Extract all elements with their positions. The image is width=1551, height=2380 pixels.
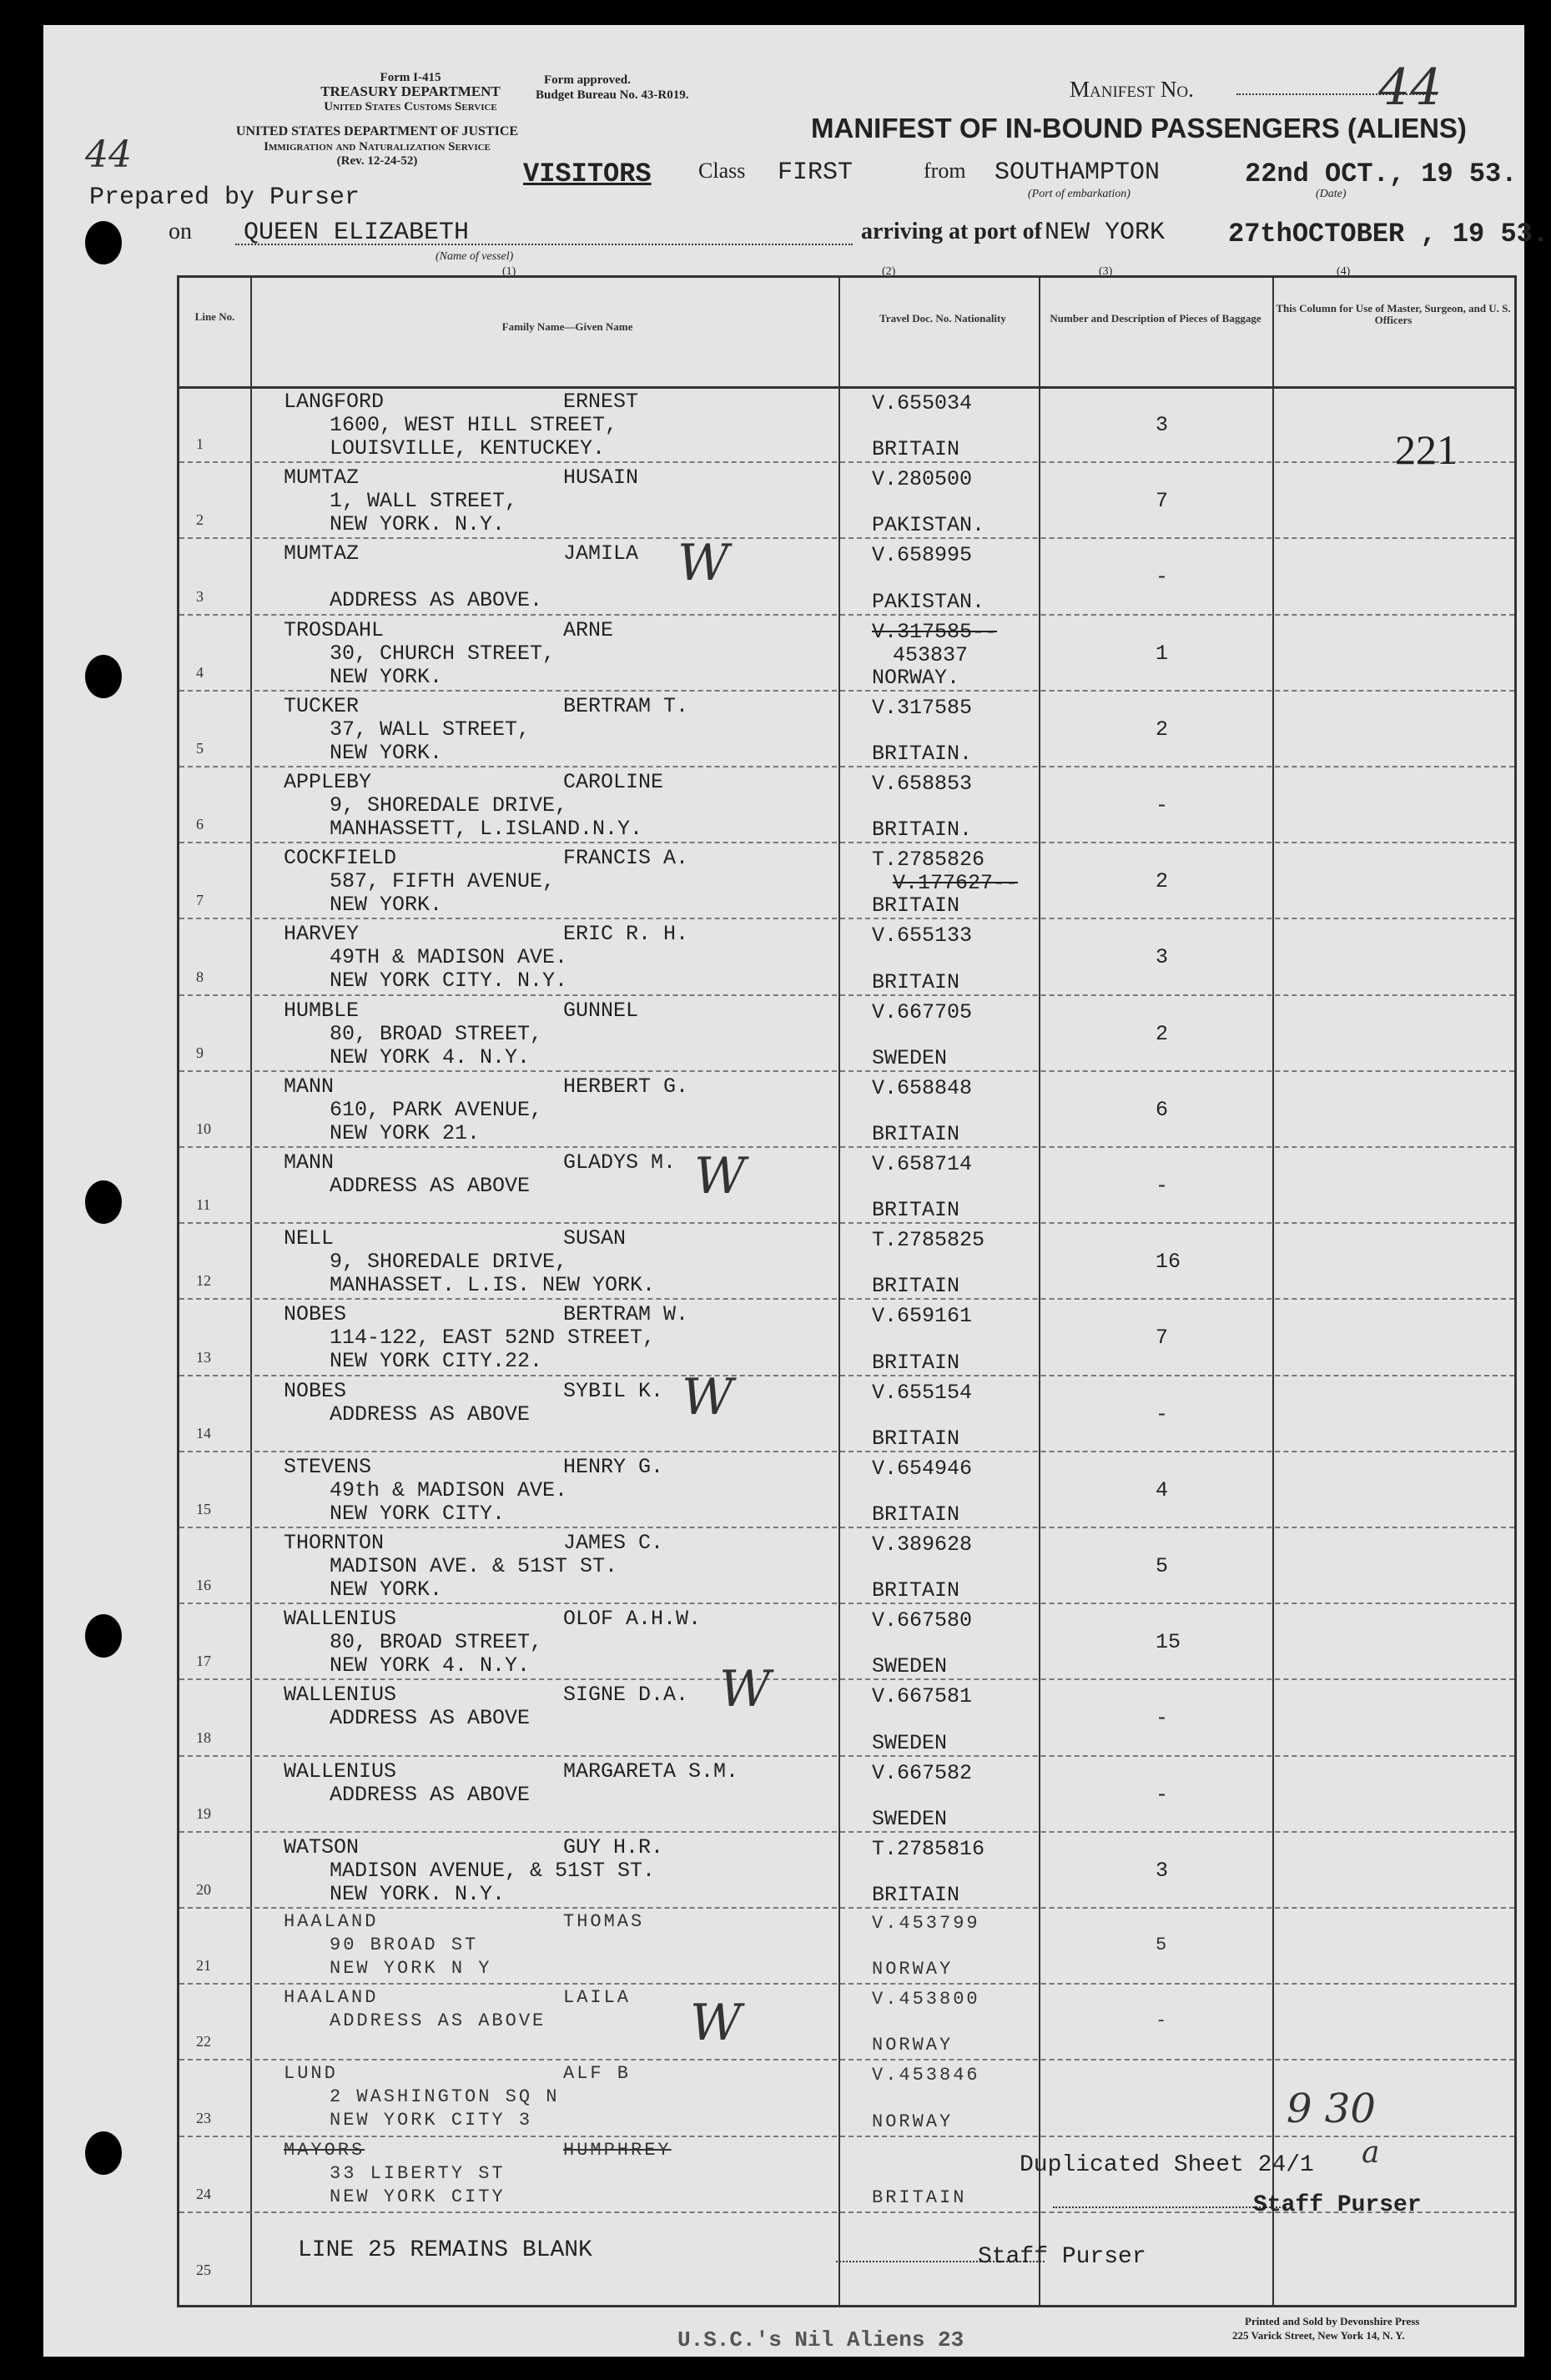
- address-line-2: NEW YORK CITY.22.: [330, 1349, 543, 1374]
- given-name: BERTRAM T.: [563, 693, 689, 718]
- vessel-dots: [235, 244, 853, 245]
- nationality: BRITAIN: [872, 437, 960, 462]
- table-row: [179, 1756, 1514, 1832]
- line-number: 16: [196, 1577, 211, 1594]
- family-name: COCKFIELD: [284, 846, 397, 871]
- nationality: BRITAIN: [872, 1350, 960, 1375]
- baggage-count: 3: [1156, 413, 1169, 437]
- baggage-count: 15: [1156, 1630, 1181, 1655]
- travel-doc-no: V.658848: [872, 1075, 973, 1100]
- date-value: 22nd OCT., 19 53.: [1245, 158, 1518, 189]
- address-line-2: NEW YORK. N.Y.: [330, 1881, 506, 1906]
- travel-doc-no: V.317585: [872, 695, 973, 720]
- address-line-1: 1600, WEST HILL STREET,: [330, 413, 618, 437]
- given-name: GUNNEL: [563, 998, 639, 1023]
- address-line-2: NEW YORK CITY 3: [330, 2110, 533, 2131]
- baggage-count: -: [1156, 793, 1169, 818]
- line-number: 4: [196, 663, 204, 681]
- hand-a: a: [1362, 2136, 1380, 2170]
- given-name: ARNE: [563, 617, 614, 642]
- given-name: THOMAS: [563, 1911, 645, 1932]
- family-name: TUCKER: [284, 693, 360, 718]
- line-number: 17: [196, 1653, 211, 1670]
- table-row: [179, 1984, 1514, 2060]
- col-name: Family Name—Given Name: [501, 320, 633, 333]
- col-num-4: (4): [1337, 265, 1351, 278]
- arrival-date: 27thOCTOBER , 19 53.: [1228, 219, 1549, 249]
- baggage-count: 1: [1156, 641, 1169, 666]
- form-approved: Form approved.: [544, 73, 631, 87]
- w1-mark: W: [677, 534, 729, 592]
- prepared-by: Prepared by Purser: [89, 184, 360, 212]
- family-name: NOBES: [284, 1302, 347, 1327]
- address-line-1: 114-122, EAST 52ND STREET,: [330, 1326, 656, 1351]
- baggage-count: 5: [1156, 1935, 1170, 1955]
- travel-doc-no: V.667705: [872, 999, 973, 1024]
- nationality: BRITAIN: [872, 1121, 960, 1146]
- given-name: CAROLINE: [563, 770, 664, 794]
- manifest-title: MANIFEST OF IN-BOUND PASSENGERS (ALIENS): [811, 113, 1467, 143]
- line25-note: LINE 25 REMAINS BLANK: [298, 2237, 592, 2263]
- col-officers: This Column for Use of Master, Surgeon, and U. S. Officers: [1276, 302, 1511, 326]
- line-number: 6: [196, 816, 204, 833]
- family-name: HAALAND: [284, 1911, 379, 1932]
- table-row: [179, 1679, 1514, 1755]
- table-row: [179, 918, 1514, 994]
- line-number: 15: [196, 1500, 211, 1517]
- given-name: ERNEST: [563, 390, 639, 414]
- family-name: WATSON: [284, 1834, 360, 1859]
- travel-doc-no: V.655133: [872, 923, 973, 948]
- ins-service: Immigration and Naturalization Service: [264, 140, 491, 153]
- nationality: BRITAIN: [872, 1426, 960, 1451]
- w1-mark: W: [682, 1368, 733, 1426]
- table-row: [179, 691, 1514, 767]
- travel-doc-no: V.667581: [872, 1684, 973, 1709]
- col-num-3: (3): [1099, 265, 1113, 278]
- nationality: BRITAIN: [872, 1578, 960, 1603]
- travel-doc-no: V.658853: [872, 772, 973, 796]
- col-num-2: (2): [882, 265, 896, 278]
- justice-dept: UNITED STATES DEPARTMENT OF JUSTICE: [235, 124, 519, 138]
- family-name: NOBES: [284, 1378, 347, 1403]
- travel-doc-no: V.453800: [872, 1989, 980, 2010]
- baggage-count: 2: [1156, 869, 1169, 894]
- address-line-2: NEW YORK.: [330, 893, 443, 918]
- arriving-label: arriving at port of: [861, 219, 1042, 244]
- given-name: GUY H.R.: [563, 1834, 664, 1859]
- travel-doc-no: T.2785826: [872, 848, 985, 873]
- baggage-count: -: [1156, 1174, 1169, 1198]
- address-line-1: 587, FIFTH AVENUE,: [330, 869, 556, 894]
- address-line-2: NEW YORK. N.Y.: [330, 512, 506, 537]
- table-row: [179, 615, 1514, 691]
- manifest-sheet: [43, 25, 1549, 2357]
- nationality: PAKISTAN.: [872, 513, 985, 538]
- table-row: [179, 1147, 1514, 1223]
- given-name: SYBIL K.: [563, 1378, 664, 1403]
- line-number: 23: [196, 2109, 211, 2126]
- family-name: HARVEY: [284, 922, 360, 947]
- nationality: SWEDEN: [872, 1806, 948, 1831]
- nationality: SWEDEN: [872, 1045, 948, 1070]
- family-name: LUND: [284, 2063, 338, 2085]
- family-name: HAALAND: [284, 1987, 379, 2009]
- travel-doc-no-2: 453837: [893, 642, 969, 667]
- col-travel-doc: Travel Doc. No. Nationality: [879, 312, 1006, 325]
- nationality: BRITAIN: [872, 969, 960, 994]
- baggage-count: -: [1156, 565, 1169, 590]
- baggage-count: 6: [1156, 1097, 1169, 1122]
- travel-doc-no: V.317585--: [872, 619, 998, 644]
- address-line-2: NEW YORK 4. N.Y.: [330, 1044, 531, 1069]
- nationality: NORWAY: [872, 2111, 954, 2132]
- given-name: JAMES C.: [563, 1531, 664, 1555]
- address-line-1: 2 WASHINGTON SQ N: [330, 2086, 560, 2108]
- on-label: on: [169, 219, 192, 244]
- address-line-1: MADISON AVE. & 51ST ST.: [330, 1554, 618, 1578]
- table-row: [179, 1603, 1514, 1679]
- address-line-2: ADDRESS AS ABOVE.: [330, 588, 543, 613]
- address-line-1: 9, SHOREDALE DRIVE,: [330, 793, 568, 818]
- baggage-count: 3: [1156, 1858, 1169, 1883]
- travel-doc-no: V.658714: [872, 1152, 973, 1176]
- family-name: WALLENIUS: [284, 1683, 397, 1708]
- punch-hole: [85, 655, 122, 698]
- address-line-1: 1, WALL STREET,: [330, 489, 518, 514]
- line-number: 10: [196, 1120, 211, 1137]
- rev-date: (Rev. 12-24-52): [336, 154, 418, 168]
- given-name: HUMPHREY: [563, 2139, 672, 2161]
- baggage-count: 5: [1156, 1554, 1169, 1578]
- col-baggage: Number and Description of Pieces of Baggage: [1050, 312, 1261, 325]
- punch-hole: [85, 1180, 122, 1224]
- manifest-no-label: Manifest No.: [1070, 77, 1194, 102]
- from-label: from: [924, 158, 966, 183]
- table-row: [179, 1452, 1514, 1527]
- line-number: 20: [196, 1880, 211, 1898]
- line-number: 2: [196, 511, 204, 529]
- line-number: 8: [196, 968, 204, 985]
- address-line-1: 33 LIBERTY ST: [330, 2162, 506, 2184]
- line-number: 14: [196, 1424, 211, 1442]
- staff-purser-2: Staff Purser: [978, 2244, 1146, 2270]
- family-name: MUMTAZ: [284, 465, 360, 491]
- address-line-2: NEW YORK.: [330, 1577, 443, 1602]
- nationality: PAKISTAN.: [872, 589, 985, 614]
- nationality: SWEDEN: [872, 1730, 948, 1755]
- address-line-1: 30, CHURCH STREET,: [330, 641, 556, 666]
- nationality: BRITAIN: [872, 1882, 960, 1907]
- line-number: 5: [196, 739, 204, 757]
- travel-doc-no: T.2785816: [872, 1836, 985, 1861]
- travel-doc-no: V.389628: [872, 1532, 973, 1557]
- table-row: [179, 1223, 1514, 1299]
- line-number: 7: [196, 892, 204, 909]
- class-value: FIRST: [778, 158, 854, 187]
- customs-service: United States Customs Service: [324, 100, 497, 113]
- baggage-count: 4: [1156, 1477, 1169, 1502]
- travel-doc-no: V.654946: [872, 1456, 973, 1481]
- punch-hole: [85, 2131, 122, 2175]
- nationality: NORWAY.: [872, 665, 960, 690]
- line-number: 9: [196, 1044, 204, 1061]
- baggage-count: -: [1156, 1401, 1169, 1426]
- travel-doc-no: V.667582: [872, 1760, 973, 1785]
- table-row: [179, 1908, 1514, 1984]
- line-number: 19: [196, 1804, 211, 1822]
- w1-mark: W: [694, 1147, 746, 1205]
- given-name: ALF B: [563, 2063, 632, 2085]
- given-name: LAILA: [563, 1987, 632, 2009]
- printer-line-1: Printed and Sold by Devonshire Press: [1245, 2315, 1420, 2327]
- line-number: 24: [196, 2185, 211, 2202]
- family-name: MUMTAZ: [284, 541, 360, 566]
- nationality: SWEDEN: [872, 1654, 948, 1679]
- given-name: JAMILA: [563, 541, 639, 566]
- line-number: 3: [196, 587, 204, 605]
- hand-930: 9 30: [1287, 2086, 1376, 2132]
- passenger-table: [177, 275, 1517, 2307]
- vessel-label: (Name of vessel): [436, 250, 514, 263]
- col-num-1: (1): [502, 265, 516, 278]
- punch-hole: [85, 1614, 122, 1658]
- line-number: 13: [196, 1348, 211, 1366]
- given-name: HERBERT G.: [563, 1074, 689, 1099]
- address-line-1: 49TH & MADISON AVE.: [330, 945, 568, 970]
- address-line-1: 37, WALL STREET,: [330, 717, 531, 742]
- address-line-2: NEW YORK 21.: [330, 1120, 481, 1145]
- table-header: [179, 278, 1514, 389]
- travel-doc-no: V.280500: [872, 467, 973, 492]
- nationality: BRITAIN: [872, 1502, 960, 1527]
- line-number: 11: [196, 1196, 211, 1214]
- family-name: HUMBLE: [284, 998, 360, 1023]
- family-name: WALLENIUS: [284, 1759, 397, 1784]
- nationality: NORWAY: [872, 2035, 954, 2056]
- family-name: TROSDAHL: [284, 617, 385, 642]
- table-row: [179, 1832, 1514, 1908]
- given-name: MARGARETA S.M.: [563, 1759, 739, 1784]
- address-line-2: MANHASSET. L.IS. NEW YORK.: [330, 1273, 656, 1298]
- baggage-count: 7: [1156, 1326, 1169, 1351]
- address-line-1: ADDRESS AS ABOVE: [330, 1782, 531, 1807]
- given-name: ERIC R. H.: [563, 922, 689, 947]
- punch-hole: [85, 221, 122, 264]
- address-line-1: 9, SHOREDALE DRIVE,: [330, 1250, 568, 1275]
- line-number: 1: [196, 435, 204, 453]
- address-line-1: 49th & MADISON AVE.: [330, 1477, 568, 1502]
- nationality: BRITAIN.: [872, 818, 973, 843]
- address-line-2: NEW YORK N Y: [330, 1958, 492, 1979]
- given-name: FRANCIS A.: [563, 846, 689, 871]
- line-number: 25: [196, 2261, 211, 2278]
- family-name: LANGFORD: [284, 390, 385, 414]
- address-line-2: NEW YORK.: [330, 740, 443, 765]
- address-line-1: 80, BROAD STREET,: [330, 1630, 543, 1655]
- nationality: BRITAIN: [872, 1198, 960, 1223]
- vessel-name: QUEEN ELIZABETH: [244, 219, 470, 247]
- printer-line-2: 225 Varick Street, New York 14, N. Y.: [1232, 2329, 1405, 2342]
- address-line-1: 80, BROAD STREET,: [330, 1021, 543, 1046]
- table-row: [179, 1299, 1514, 1375]
- baggage-count: -: [1156, 1782, 1169, 1807]
- table-row: [179, 843, 1514, 918]
- travel-doc-no: V.655154: [872, 1380, 973, 1405]
- travel-doc-no: V.453799: [872, 1913, 980, 1934]
- given-name: BERTRAM W.: [563, 1302, 689, 1327]
- family-name: STEVENS: [284, 1454, 372, 1479]
- date-label: (Date): [1316, 188, 1347, 200]
- address-line-2: NEW YORK.: [330, 664, 443, 689]
- margin-note: 221: [1395, 426, 1458, 473]
- address-line-1: ADDRESS AS ABOVE: [330, 1401, 531, 1426]
- nationality: NORWAY: [872, 1959, 954, 1980]
- line-number: 18: [196, 1728, 211, 1746]
- travel-doc-no: V.655034: [872, 391, 973, 415]
- line-number: 12: [196, 1272, 211, 1290]
- travel-doc-no: V.659161: [872, 1304, 973, 1329]
- purser-dots-1: [1053, 2206, 1287, 2208]
- family-name: MAYORS: [284, 2139, 365, 2161]
- col-line-no: Line No.: [194, 310, 235, 323]
- table-row: [179, 767, 1514, 843]
- class-label: Class: [698, 158, 746, 183]
- aliens-count: U.S.C.'s Nil Aliens 23: [677, 2327, 964, 2352]
- table-row: [179, 1071, 1514, 1147]
- family-name: THORNTON: [284, 1531, 385, 1555]
- given-name: GLADYS M.: [563, 1150, 677, 1175]
- table-row: [179, 462, 1514, 538]
- from-value: SOUTHAMPTON: [995, 158, 1161, 187]
- given-name: OLOF A.H.W.: [563, 1607, 702, 1632]
- family-name: APPLEBY: [284, 770, 372, 794]
- address-line-1: 610, PARK AVENUE,: [330, 1097, 543, 1122]
- baggage-count: 2: [1156, 717, 1169, 742]
- address-line-2: NEW YORK CITY.: [330, 1501, 506, 1526]
- nationality: BRITAIN: [872, 1274, 960, 1299]
- family-name: MANN: [284, 1150, 335, 1175]
- baggage-count: -: [1156, 1706, 1169, 1731]
- travel-doc-no-2: V.177627--: [893, 871, 1019, 896]
- baggage-count: 3: [1156, 945, 1169, 970]
- arrival-port: NEW YORK: [1045, 219, 1166, 247]
- table-row: [179, 1527, 1514, 1603]
- address-line-1: ADDRESS AS ABOVE: [330, 1174, 531, 1198]
- baggage-count: -: [1156, 2010, 1170, 2032]
- family-name: NELL: [284, 1226, 335, 1251]
- address-line-2: MANHASSETT, L.ISLAND.N.Y.: [330, 817, 643, 841]
- family-name: WALLENIUS: [284, 1607, 397, 1632]
- address-line-2: NEW YORK 4. N.Y.: [330, 1653, 531, 1678]
- table-row: [179, 1376, 1514, 1452]
- w1-mark: W: [690, 1994, 742, 2052]
- family-name: MANN: [284, 1074, 335, 1099]
- table-row: [179, 995, 1514, 1071]
- address-line-1: 90 BROAD ST: [330, 1935, 479, 1955]
- address-line-2: NEW YORK CITY. N.Y.: [330, 969, 568, 994]
- w1-mark: W: [719, 1660, 771, 1718]
- table-row: [179, 538, 1514, 614]
- line-number: 22: [196, 2033, 211, 2050]
- visitors-label: VISITORS: [523, 158, 652, 189]
- travel-doc-no: T.2785825: [872, 1228, 985, 1253]
- nationality: BRITAIN: [872, 2186, 967, 2208]
- margin-number: 44: [85, 133, 132, 176]
- travel-doc-no: V.453846: [872, 2065, 980, 2086]
- nationality: BRITAIN: [872, 893, 960, 918]
- address-line-2: NEW YORK CITY: [330, 2186, 506, 2207]
- address-line-1: ADDRESS AS ABOVE: [330, 2010, 546, 2032]
- address-line-1: ADDRESS AS ABOVE: [330, 1706, 531, 1731]
- line-number: 21: [196, 1957, 211, 1975]
- budget-bureau: Budget Bureau No. 43-R019.: [536, 88, 689, 102]
- treasury-dept: TREASURY DEPARTMENT: [320, 83, 501, 99]
- given-name: HUSAIN: [563, 465, 639, 491]
- form-number: Form I-415: [380, 71, 441, 84]
- port-embark-label: (Port of embarkation): [1028, 188, 1131, 200]
- baggage-count: 2: [1156, 1021, 1169, 1046]
- manifest-no-value: 44: [1378, 58, 1443, 117]
- given-name: SIGNE D.A.: [563, 1683, 689, 1708]
- baggage-count: 16: [1156, 1250, 1181, 1275]
- given-name: SUSAN: [563, 1226, 627, 1251]
- travel-doc-no: V.667580: [872, 1608, 973, 1633]
- staff-purser-1: Staff Purser: [1253, 2192, 1422, 2218]
- travel-doc-no: V.658995: [872, 543, 973, 568]
- nationality: BRITAIN.: [872, 741, 973, 766]
- table-row: [179, 386, 1514, 462]
- given-name: HENRY G.: [563, 1454, 664, 1479]
- baggage-count: 7: [1156, 489, 1169, 514]
- address-line-1: MADISON AVENUE, & 51ST ST.: [330, 1858, 656, 1883]
- duplicated-sheet: Duplicated Sheet 24/1: [1020, 2152, 1314, 2178]
- address-line-2: LOUISVILLE, KENTUCKEY.: [330, 436, 606, 460]
